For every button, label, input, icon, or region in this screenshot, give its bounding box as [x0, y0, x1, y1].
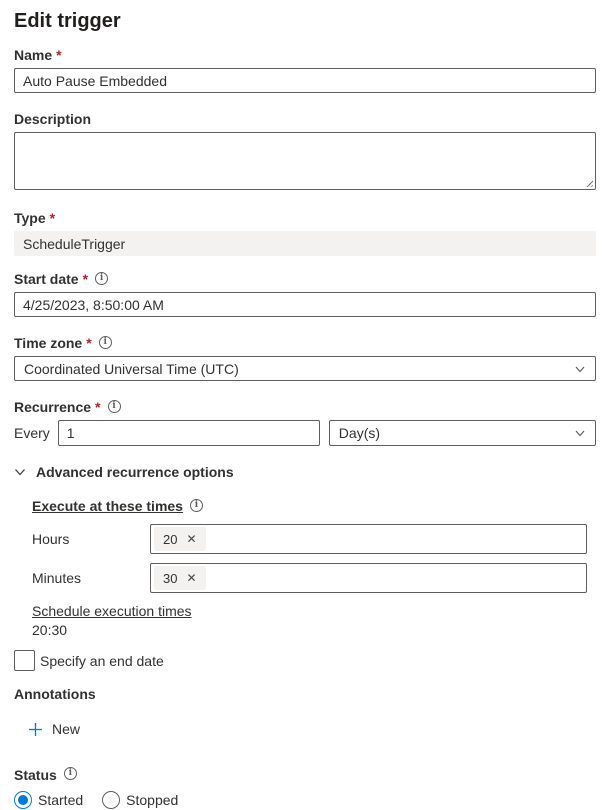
start-date-label	[14, 271, 596, 287]
name-field	[14, 47, 596, 93]
info-icon[interactable]	[190, 499, 203, 512]
info-icon[interactable]	[64, 767, 77, 780]
name-label-text: Name	[14, 47, 53, 63]
required-marker: *	[49, 210, 56, 226]
minutes-chip-value: 30	[163, 570, 178, 586]
description-label-text: Description	[14, 111, 92, 127]
minutes-row	[32, 563, 587, 593]
radio-selected-icon	[14, 791, 32, 809]
type-field	[14, 210, 596, 256]
recurrence-label	[14, 399, 596, 415]
remove-chip-icon[interactable]	[186, 532, 196, 546]
schedule-execution-times-value: 20:30	[32, 622, 68, 638]
type-label	[14, 210, 596, 226]
status-label	[14, 767, 596, 783]
recurrence-field	[14, 399, 596, 446]
hours-label: Hours	[32, 531, 70, 547]
end-date-checkbox[interactable]	[14, 650, 35, 671]
status-radio-group	[14, 791, 596, 809]
chevron-down-icon	[574, 363, 586, 375]
status-option-started[interactable]	[14, 791, 83, 809]
minutes-chip	[154, 566, 206, 590]
chevron-down-icon	[574, 427, 586, 439]
minutes-input[interactable]	[150, 563, 587, 593]
add-annotation-button-label: New	[52, 721, 81, 737]
execute-times-label-text: Execute at these times	[32, 498, 183, 514]
time-zone-label-text: Time zone	[14, 335, 83, 351]
info-icon[interactable]	[99, 336, 112, 349]
description-textarea[interactable]	[14, 132, 596, 190]
time-zone-selected-value: Coordinated Universal Time (UTC)	[24, 360, 239, 377]
hours-chip	[154, 527, 206, 551]
status-option-stopped[interactable]	[102, 791, 178, 809]
status-started-label: Started	[38, 791, 84, 808]
advanced-recurrence-title: Advanced recurrence options	[36, 464, 234, 480]
start-date-label-text: Start date	[14, 271, 79, 287]
page-title: Edit trigger	[14, 10, 121, 32]
type-readonly-field	[14, 231, 596, 256]
time-zone-field	[14, 335, 596, 381]
minutes-label: Minutes	[32, 570, 82, 586]
advanced-recurrence-section	[14, 498, 596, 638]
execute-times-label	[32, 498, 596, 514]
advanced-recurrence-expander[interactable]	[14, 462, 596, 482]
hours-input[interactable]	[150, 524, 587, 554]
description-field	[14, 111, 596, 190]
schedule-execution-times-link[interactable]: Schedule execution times	[32, 603, 192, 619]
start-date-field	[14, 271, 596, 317]
start-date-input[interactable]	[14, 292, 596, 317]
type-label-text: Type	[14, 210, 46, 226]
time-zone-label	[14, 335, 596, 351]
type-value: ScheduleTrigger	[23, 235, 126, 252]
annotations-label-text: Annotations	[14, 686, 96, 702]
hours-row	[32, 524, 587, 554]
recurrence-frequency-value: Day(s)	[338, 425, 381, 441]
every-label: Every	[14, 425, 50, 441]
required-marker: *	[95, 399, 101, 415]
description-label	[14, 111, 596, 127]
required-marker: *	[82, 271, 89, 287]
name-input[interactable]	[14, 68, 596, 93]
status-stopped-label: Stopped	[126, 791, 179, 808]
required-marker: *	[56, 47, 62, 63]
radio-unselected-icon	[102, 791, 120, 809]
annotations-label	[14, 686, 596, 702]
add-annotation-button[interactable]	[28, 719, 80, 739]
plus-icon	[28, 722, 43, 737]
hours-chip-value: 20	[163, 531, 178, 547]
end-date-checkbox-row	[14, 650, 596, 671]
info-icon[interactable]	[95, 272, 108, 285]
recurrence-interval-input[interactable]	[58, 420, 320, 446]
status-label-text: Status	[14, 766, 57, 783]
time-zone-select[interactable]	[14, 356, 596, 381]
recurrence-label-text: Recurrence	[14, 399, 92, 415]
name-label	[14, 47, 596, 63]
end-date-checkbox-label: Specify an end date	[40, 652, 164, 669]
recurrence-frequency-select[interactable]	[329, 420, 596, 446]
chevron-down-icon	[14, 466, 26, 478]
remove-chip-icon[interactable]	[186, 571, 196, 585]
required-marker: *	[86, 335, 92, 351]
info-icon[interactable]	[108, 400, 121, 413]
